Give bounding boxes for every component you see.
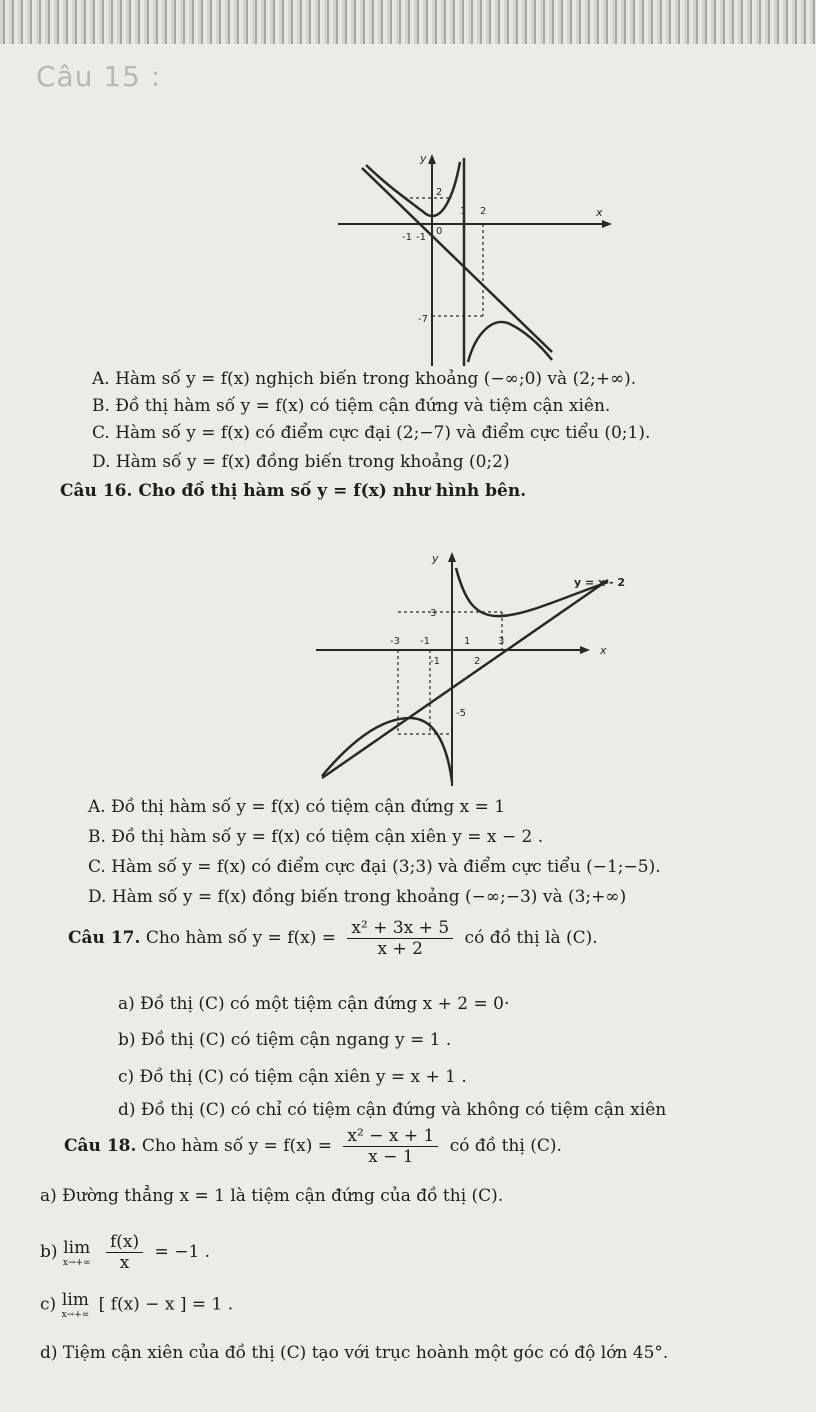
q18-statement-d: d) Tiệm cận xiên của đồ thị (C) tạo với trục hoành một góc có độ lớn 45°. bbox=[40, 1343, 669, 1363]
q17-title bbox=[68, 918, 598, 959]
q17-title-post: có đồ thị là (C). bbox=[464, 928, 598, 948]
q17-statement-a: a) Đồ thị (C) có một tiệm cận đứng x + 2 = 0· bbox=[118, 994, 510, 1014]
q18-c-label: c) bbox=[40, 1294, 57, 1315]
q18-b-fraction bbox=[106, 1232, 143, 1273]
q15-option-c: C. Hàm số y = f(x) có điểm cực đại (2;−7) và điểm cực tiểu (0;1). bbox=[92, 423, 651, 443]
q18-title bbox=[64, 1126, 562, 1167]
q18-statement-a: a) Đường thẳng x = 1 là tiệm cận đứng của đồ thị (C). bbox=[40, 1186, 504, 1206]
q18-b-lim: lim bbox=[63, 1237, 91, 1258]
label-minus-five: -5 bbox=[456, 708, 466, 719]
q16-option-d: D. Hàm số y = f(x) đồng biến trong khoảng (−∞;−3) và (3;+∞) bbox=[88, 887, 627, 907]
y-axis-arrow bbox=[448, 552, 456, 562]
q18-b-numerator: f(x) bbox=[106, 1232, 143, 1253]
q17-number: Câu 17. bbox=[68, 928, 141, 948]
q16-option-c: C. Hàm số y = f(x) có điểm cực đại (3;3) và điểm cực tiểu (−1;−5). bbox=[88, 857, 661, 877]
q18-numerator: x² − x + 1 bbox=[343, 1126, 438, 1147]
label-two-top: 2 bbox=[436, 187, 443, 198]
slant-asymptote bbox=[362, 168, 552, 352]
label-o: 0 bbox=[436, 226, 443, 237]
q18-title-post: có đồ thị (C). bbox=[449, 1136, 562, 1156]
q16-option-a: A. Đồ thị hàm số y = f(x) có tiệm cận đứng x = 1 bbox=[88, 797, 506, 817]
q16-title: Câu 16. Cho đồ thị hàm số y = f(x) như hình bên. bbox=[60, 481, 527, 501]
label-minus-three: -3 bbox=[390, 636, 400, 647]
label-x: x bbox=[596, 206, 603, 219]
q15-option-b: B. Đồ thị hàm số y = f(x) có tiệm cận đứng và tiệm cận xiên. bbox=[92, 396, 611, 416]
q17-denominator: x + 2 bbox=[377, 939, 423, 959]
curve-right-branch bbox=[468, 322, 552, 362]
q15-option-d: D. Hàm số y = f(x) đồng biến trong khoảng (0;2) bbox=[92, 452, 510, 472]
q17-function-lhs: Cho hàm số y = f(x) = bbox=[145, 928, 336, 948]
q18-b-rhs: = −1 . bbox=[154, 1242, 211, 1262]
label-minus-one-b: -1 bbox=[430, 656, 440, 667]
q18-b-lim-sub: x→+∞ bbox=[62, 1257, 91, 1268]
label-three: 3 bbox=[430, 608, 437, 619]
q15-option-a: A. Hàm số y = f(x) nghịch biến trong khoảng (−∞;0) và (2;+∞). bbox=[92, 369, 637, 389]
label-y: y bbox=[432, 552, 439, 565]
label-one: 1 bbox=[460, 206, 467, 217]
handwritten-heading: Câu 15 : bbox=[36, 60, 162, 93]
q16-option-b: B. Đồ thị hàm số y = f(x) có tiệm cận xiên y = x − 2 . bbox=[88, 827, 544, 847]
graph-q15 bbox=[330, 150, 603, 372]
x-axis-arrow bbox=[580, 646, 590, 654]
label-three-x: 3 bbox=[498, 636, 505, 647]
label-x: x bbox=[600, 644, 607, 657]
x-axis-arrow bbox=[602, 220, 612, 228]
q17-fraction bbox=[347, 918, 453, 959]
label-minus-seven: -7 bbox=[418, 314, 428, 325]
label-two: 2 bbox=[480, 206, 487, 217]
q18-b-label: b) bbox=[40, 1242, 58, 1262]
slant-asymptote-line bbox=[322, 580, 608, 778]
q17-numerator: x² + 3x + 5 bbox=[347, 918, 453, 939]
label-minus-one-b: -1 bbox=[416, 232, 426, 243]
q18-c-lim-sub: x→+∞ bbox=[61, 1310, 90, 1320]
q18-fraction bbox=[343, 1126, 438, 1167]
label-asymptote: y = x - 2 bbox=[574, 576, 626, 589]
graph-q16 bbox=[312, 540, 642, 790]
label-minus-one: -1 bbox=[402, 232, 412, 243]
label-one: 1 bbox=[464, 636, 471, 647]
q18-denominator: x − 1 bbox=[368, 1147, 414, 1167]
q18-number: Câu 18. bbox=[64, 1136, 137, 1156]
q18-function-lhs: Cho hàm số y = f(x) = bbox=[141, 1136, 332, 1156]
curve-left-branch bbox=[366, 162, 460, 216]
q18-statement-b bbox=[40, 1232, 210, 1273]
page-binding-edge bbox=[0, 0, 816, 44]
q18-statement-c bbox=[40, 1290, 233, 1320]
q18-c-lim: lim bbox=[61, 1290, 89, 1310]
y-axis-arrow bbox=[428, 154, 436, 164]
label-two: 2 bbox=[474, 656, 481, 667]
label-y: y bbox=[420, 152, 427, 165]
q18-b-limit bbox=[63, 1238, 91, 1268]
q18-c-expression: [ f(x) − x ] = 1 . bbox=[98, 1294, 234, 1315]
curve-lower-branch bbox=[322, 718, 452, 782]
q18-c-limit bbox=[62, 1290, 90, 1320]
q17-statement-c: c) Đồ thị (C) có tiệm cận xiên y = x + 1 . bbox=[118, 1067, 467, 1087]
q17-statement-b: b) Đồ thị (C) có tiệm cận ngang y = 1 . bbox=[118, 1030, 452, 1050]
q18-b-denominator: x bbox=[119, 1253, 130, 1273]
label-minus-one: -1 bbox=[420, 636, 430, 647]
q17-statement-d: d) Đồ thị (C) có chỉ có tiệm cận đứng và không có tiệm cận xiên bbox=[118, 1100, 667, 1120]
